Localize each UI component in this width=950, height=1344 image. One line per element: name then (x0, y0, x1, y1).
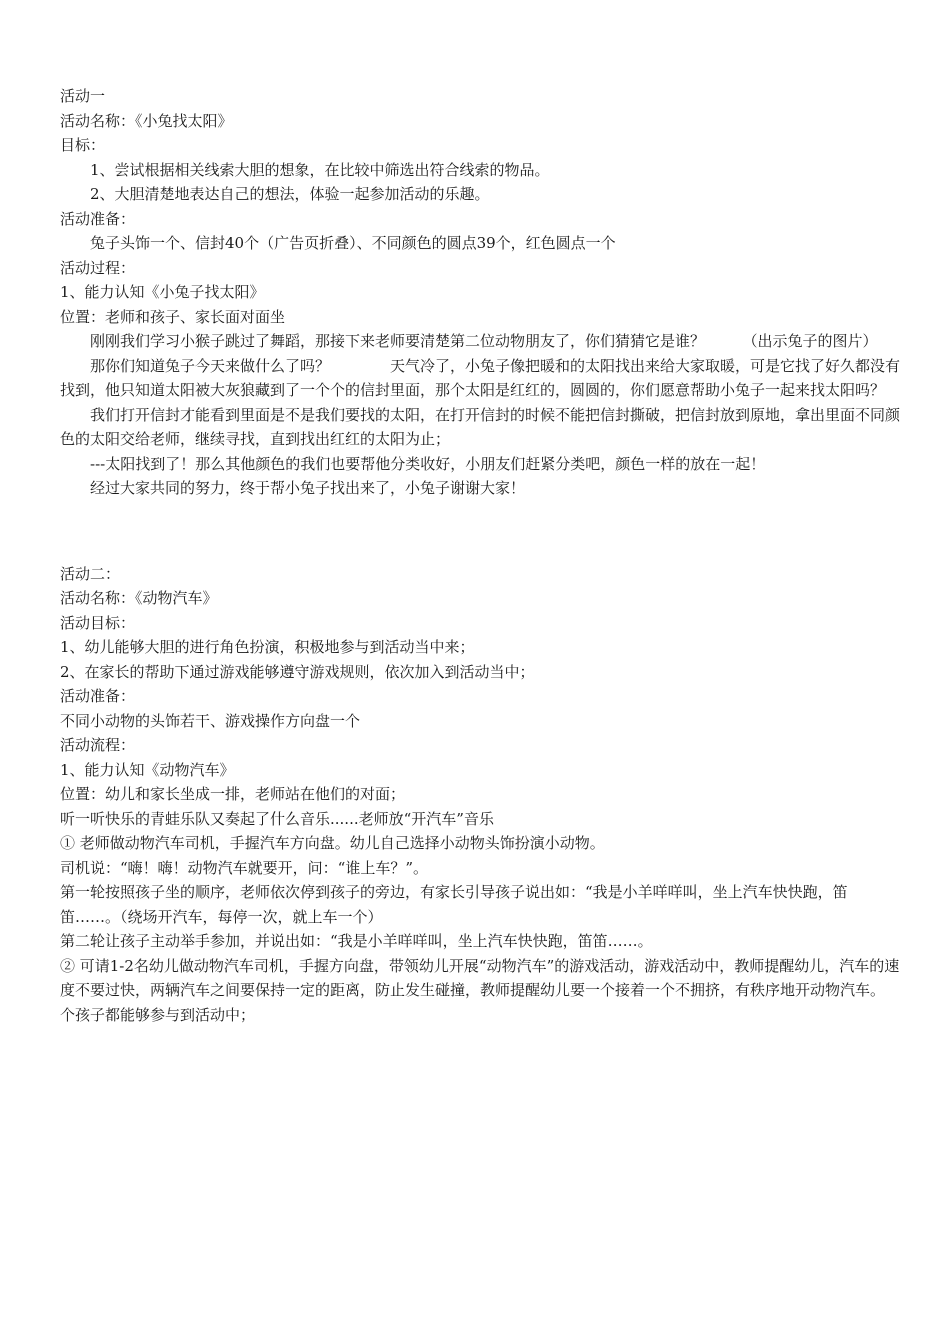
document-page (60, 84, 900, 1027)
section-spacer (60, 501, 900, 562)
activity1-paragraph-4: ---太阳找到了！那么其他颜色的我们也要帮他分类收好，小朋友们赶紧分类吧，颜色一样的放在一起！ (90, 454, 766, 473)
activity2-goal-1: 1、幼儿能够大胆的进行角色扮演，积极地参与到活动当中来； (60, 638, 475, 656)
activity2-line-5: 第二轮让孩子主动举手参加，并说出如：“我是小羊咩咩叫，坐上汽车快快跑，笛笛……。 (60, 932, 653, 950)
activity1-goal-label: 目标： (60, 136, 106, 154)
activity2-line-3: 司机说：“嗨！嗨！动物汽车就要开，问：“谁上车？”。 (60, 858, 429, 877)
activity2-prep-label: 活动准备： (60, 687, 136, 705)
activity2-line-2: ① 老师做动物汽车司机，手握汽车方向盘。幼儿自己选择小动物头饰扮演小动物。 (60, 834, 605, 852)
activity2-line-6: ② 可请1-2名幼儿做动物汽车司机，手握方向盘，带领幼儿开展“动物汽车”的游戏活动，游戏活动中，教师提醒幼儿，汽车的速度不要过快，两辆汽车之间要保持一定的距离，防止发生碰撞，教师提醒幼儿要一个接着一个不拥挤，有秩序地开动物汽车。 (60, 956, 900, 999)
activity2-name: 活动名称：《动物汽车》 (60, 589, 218, 607)
activity2-heading: 活动二： (60, 564, 121, 583)
activity2-step1: 1、能力认知《动物汽车》 (60, 760, 235, 779)
activity1-name: 活动名称：《小兔找太阳》 (60, 111, 233, 130)
activity1-paragraph-2: 那你们知道兔子今天来做什么了吗？ 天气冷了，小兔子像把暖和的太阳找出来给大家取暖，可是它找了好久都没有找到，他只知道太阳被大灰狼藏到了一个个的信封里面，那个太阳是红红的，圆圆的，你们愿意帮助小兔子一起来找太阳吗？ (60, 356, 901, 399)
activity2-flow-label: 活动流程： (60, 736, 136, 754)
activity2-line-1: 听一听快乐的青蛙乐队又奏起了什么音乐......老师放“开汽车”音乐 (60, 809, 494, 828)
activity1-paragraph-3: 我们打开信封才能看到里面是不是我们要找的太阳，在打开信封的时候不能把信封撕破，把信封放到原地，拿出里面不同颜色的太阳交给老师，继续寻找，直到找出红红的太阳为止； (60, 405, 901, 448)
activity1-paragraph-5: 经过大家共同的努力，终于帮小兔子找出来了，小兔子谢谢大家！ (90, 479, 526, 497)
activity1-prep: 兔子头饰一个、信封40个（广告页折叠）、不同颜色的圆点39个，红色圆点一个 (90, 234, 616, 252)
activity1-heading: 活动一 (60, 87, 106, 105)
activity2-goal-label: 活动目标： (60, 613, 136, 632)
activity1-position: 位置：老师和孩子、家长面对面坐 (60, 307, 286, 326)
activity2-line-7: 个孩子都能够参与到活动中； (60, 1005, 256, 1024)
activity1-goal-2: 2、大胆清楚地表达自己的想法，体验一起参加活动的乐趣。 (90, 185, 490, 203)
activity1-process-label: 活动过程： (60, 258, 136, 277)
activity1-paragraph-1: 刚刚我们学习小猴子跳过了舞蹈，那接下来老师要清楚第二位动物朋友了，你们猜猜它是谁？ （出示兔子的图片） (90, 332, 878, 350)
activity2-goal-2: 2、在家长的帮助下通过游戏能够遵守游戏规则，依次加入到活动当中； (60, 662, 535, 681)
activity1-step1: 1、能力认知《小兔子找太阳》 (60, 283, 265, 301)
activity1-goal-1: 1、尝试根据相关线索大胆的想象，在比较中筛选出符合线索的物品。 (90, 160, 550, 179)
activity2-prep: 不同小动物的头饰若干、游戏操作方向盘一个 (60, 711, 361, 730)
activity1-prep-label: 活动准备： (60, 209, 136, 228)
activity2-line-4: 第一轮按照孩子坐的顺序，老师依次停到孩子的旁边，有家长引导孩子说出如：“我是小羊咩咩叫，坐上汽车快快跑，笛笛……。（绕场开汽车，每停一次，就上车一个） (60, 883, 848, 926)
activity2-position: 位置：幼儿和家长坐成一排，老师站在他们的对面； (60, 785, 406, 803)
